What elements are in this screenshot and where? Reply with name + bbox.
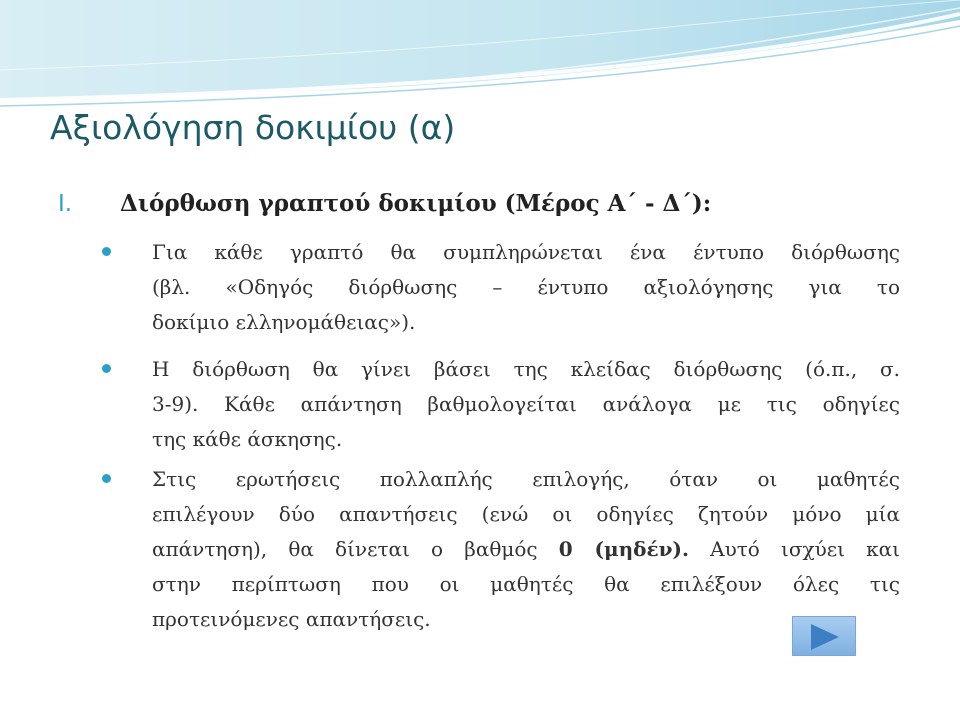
bullet-dot-icon (102, 364, 111, 373)
bullet-text: απάντηση), θα δίνεται ο βαθμός (152, 537, 538, 561)
section-heading (58, 190, 918, 217)
bullet-line: της κάθε άσκησης. (152, 427, 343, 451)
bullet-line: (βλ. «Οδηγός διόρθωσης – έντυπο αξιολόγησης για το (152, 275, 900, 299)
bullet-item (152, 352, 900, 457)
bullet-line: επιλέγουν δύο απαντήσεις (ενώ οι οδηγίες ζητούν μόνο μία (152, 502, 900, 526)
bullet-line: Η διόρθωση θα γίνει βάσει της κλείδας διόρθωσης (ό.π., σ. (152, 357, 900, 381)
bullet-line: στην περίπτωση που οι μαθητές θα επιλέξουν όλες τις (152, 572, 900, 596)
bullet-emphasis: 0 (μηδέν). (558, 537, 689, 561)
page-title: Αξιολόγηση δοκιμίου (α) (50, 108, 456, 147)
bullet-line: Στις ερωτήσεις πολλαπλής επιλογής, όταν οι μαθητές (152, 467, 900, 491)
bullet-text: Αυτό ισχύει και (710, 537, 901, 561)
section-number: I. (58, 191, 73, 217)
bullet-line: προτεινόμενες απαντήσεις. (152, 607, 431, 631)
bullet-line: 3-9). Κάθε απάντηση βαθμολογείται ανάλογα με τις οδηγίες (152, 392, 900, 416)
bullet-dot-icon (102, 474, 111, 483)
section-text: Διόρθωση γραπτού δοκιμίου (Μέρος Α΄ - Δ΄): (120, 190, 712, 217)
bullet-line-mixed (152, 532, 900, 567)
bullet-line: Για κάθε γραπτό θα συμπληρώνεται ένα έντυπο διόρθωσης (152, 240, 900, 264)
header-wave-decoration (0, 0, 960, 115)
bullet-dot-icon (102, 247, 111, 256)
bullet-item (152, 235, 900, 340)
bullet-line: δοκίμιο ελληνομάθειας»). (152, 310, 416, 334)
bullet-item (152, 462, 900, 637)
next-slide-button[interactable] (792, 616, 856, 656)
play-triangle-icon (809, 623, 841, 651)
